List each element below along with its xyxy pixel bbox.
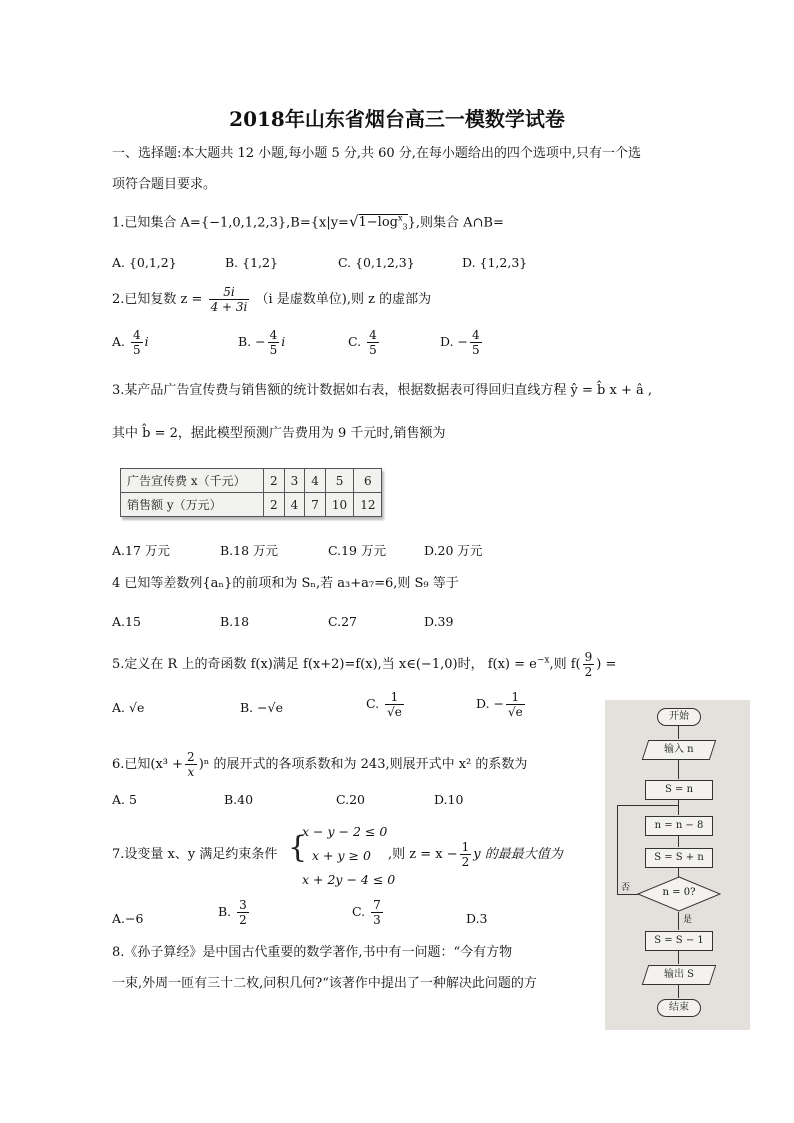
table-row <box>121 493 382 517</box>
table-cell: 4 <box>305 469 326 493</box>
page-title: 2018年山东省烟台高三一模数学试卷 <box>229 107 565 131</box>
flowchart <box>605 700 750 1030</box>
question-6-stem: 6.已知(x³ + $\frac{2}{x}$ )ⁿ 的展开式的各项系数和为 243,则展开式中 x² 的系数为 <box>112 750 528 779</box>
question-8-line1: 8.《孙子算经》是中国古代重要的数学著作,书中有一问题：“今有方物 <box>112 945 513 960</box>
q1-option-d: D. {1,2,3} <box>462 255 528 270</box>
q5-option-c: C. $\frac{1}{√e}$ <box>366 690 402 719</box>
q1-stem-a: 1.已知集合 A={−1,0,1,2,3},B={x|y= <box>112 215 349 231</box>
flow-input: 输入 n <box>642 740 716 760</box>
flow-assign-s-minus-1: S = S − 1 <box>645 931 713 951</box>
table-cell: 广告宣传费 x（千元） <box>121 469 264 493</box>
flow-output: 输出 S <box>642 965 716 985</box>
flow-assign-s-plus-n: S = S + n <box>645 848 713 868</box>
question-7-stem-a: 7.设变量 x、y 满足约束条件 <box>112 847 278 862</box>
question-7-stem-b: ,则 z = x − $\frac{1}{2}$ y 的最最大值为 <box>388 840 563 869</box>
q7-constraint-2: x + y ≥ 0 <box>312 848 371 863</box>
question-8-line2: 一束,外周一匝有三十二枚,问积几何?“该著作中提出了一种解决此问题的方 <box>112 976 537 991</box>
q7-option-d: D.3 <box>466 911 488 926</box>
flow-start: 开始 <box>657 708 701 726</box>
q3-option-a: A.17 万元 <box>112 543 170 558</box>
flow-assign-s-n: S = n <box>645 780 713 800</box>
q1-sqrt-content: $1-\log^x_3$ <box>358 214 408 232</box>
q3-option-b: B.18 万元 <box>220 543 279 558</box>
q5-option-b: B. −√e <box>240 700 283 715</box>
table-cell: 3 <box>284 469 305 493</box>
table-cell: 2 <box>264 469 285 493</box>
table-cell: 7 <box>305 493 326 517</box>
table-cell: 12 <box>354 493 382 517</box>
q4-option-c: C.27 <box>328 614 357 629</box>
q5-option-d: D. − $\frac{1}{√e}$ <box>476 690 523 719</box>
q7-constraint-1: x − y − 2 ≤ 0 <box>302 824 388 839</box>
q2-option-d: D. − $\frac{4}{5}$ <box>440 328 480 357</box>
flow-assign-n-minus-8: n = n − 8 <box>645 816 713 836</box>
q4-option-a: A.15 <box>112 614 141 629</box>
flow-no-label: 否 <box>621 883 631 893</box>
table-cell: 2 <box>264 493 285 517</box>
q7-option-a: A.−6 <box>112 911 144 926</box>
q7-option-b: B. $\frac{3}{2}$ <box>218 898 247 927</box>
question-3-line2: 其中 b̂ = 2，据此模型预测广告费用为 9 千元时,销售额为 <box>112 426 446 441</box>
question-1-stem: 1.已知集合 $A=\{-1,0,1,2,3\},B=\{x|y=√1-\log^x_3\}$,则集合 A∩B= <box>112 212 504 232</box>
q2-option-c: C. $\frac{4}{5}$ <box>348 328 377 357</box>
q7-constraint-3: x + 2y − 4 ≤ 0 <box>302 872 396 887</box>
q4-option-d: D.39 <box>424 614 454 629</box>
table-cell: 6 <box>354 469 382 493</box>
question-5-stem: 5.定义在 R 上的奇函数 f(x)满足 f(x+2)=f(x),当 x∈(−1,0)时， $f(x) = e^{-x}$,则 f( $\frac{9}{2}$ ) = <box>112 650 617 679</box>
table-cell: 10 <box>325 493 353 517</box>
flow-yes-label: 是 <box>683 915 693 925</box>
q3-option-c: C.19 万元 <box>328 543 386 558</box>
section-instructions-line1: 一、选择题:本大题共 12 小题,每小题 5 分,共 60 分,在每小题给出的四个选项中,只有一个选 <box>112 146 642 161</box>
q6-option-c: C.20 <box>336 792 365 807</box>
flow-decision-label: n = 0? <box>662 887 696 898</box>
table-row <box>121 469 382 493</box>
question-4-stem: 4 已知等差数列{aₙ}的前项和为 Sₙ,若 a₃+a₇=6,则 S₉ 等于 <box>112 576 459 591</box>
q7-option-c: C. $\frac{7}{3}$ <box>352 898 381 927</box>
q5-option-a: A. √e <box>112 700 145 715</box>
table-cell: 4 <box>284 493 305 517</box>
table-cell: 销售额 y（万元） <box>121 493 264 517</box>
q2-option-b: B. − $\frac{4}{5}$ i <box>238 328 286 357</box>
section-instructions-line2: 项符合题目要求。 <box>112 177 217 192</box>
q1-option-b: B. {1,2} <box>225 255 278 270</box>
q7-brace: { <box>288 830 308 865</box>
question-3-line1: 3.某产品广告宣传费与销售额的统计数据如右表，根据数据表可得回归直线方程 ŷ = b̂ x + â , <box>112 383 652 398</box>
table-cell: 5 <box>325 469 353 493</box>
q1-option-a: A. {0,1,2} <box>112 255 177 270</box>
q3-data-table <box>120 468 382 517</box>
flow-end: 结束 <box>657 999 701 1017</box>
q6-option-a: A. 5 <box>112 792 137 807</box>
q6-option-b: B.40 <box>224 792 254 807</box>
q1-stem-b: },则集合 A∩B= <box>407 215 504 231</box>
q3-option-d: D.20 万元 <box>424 543 483 558</box>
q6-option-d: D.10 <box>434 792 464 807</box>
q4-option-b: B.18 <box>220 614 250 629</box>
question-2-stem: 2.已知复数 z = $\frac{5i}{4 + 3i}$ （i 是虚数单位),则 z 的虚部为 <box>112 285 432 314</box>
q1-option-c: C. {0,1,2,3} <box>338 255 415 270</box>
q2-option-a: A. $\frac{4}{5}$ i <box>112 328 149 357</box>
q7-constraints <box>302 820 395 892</box>
